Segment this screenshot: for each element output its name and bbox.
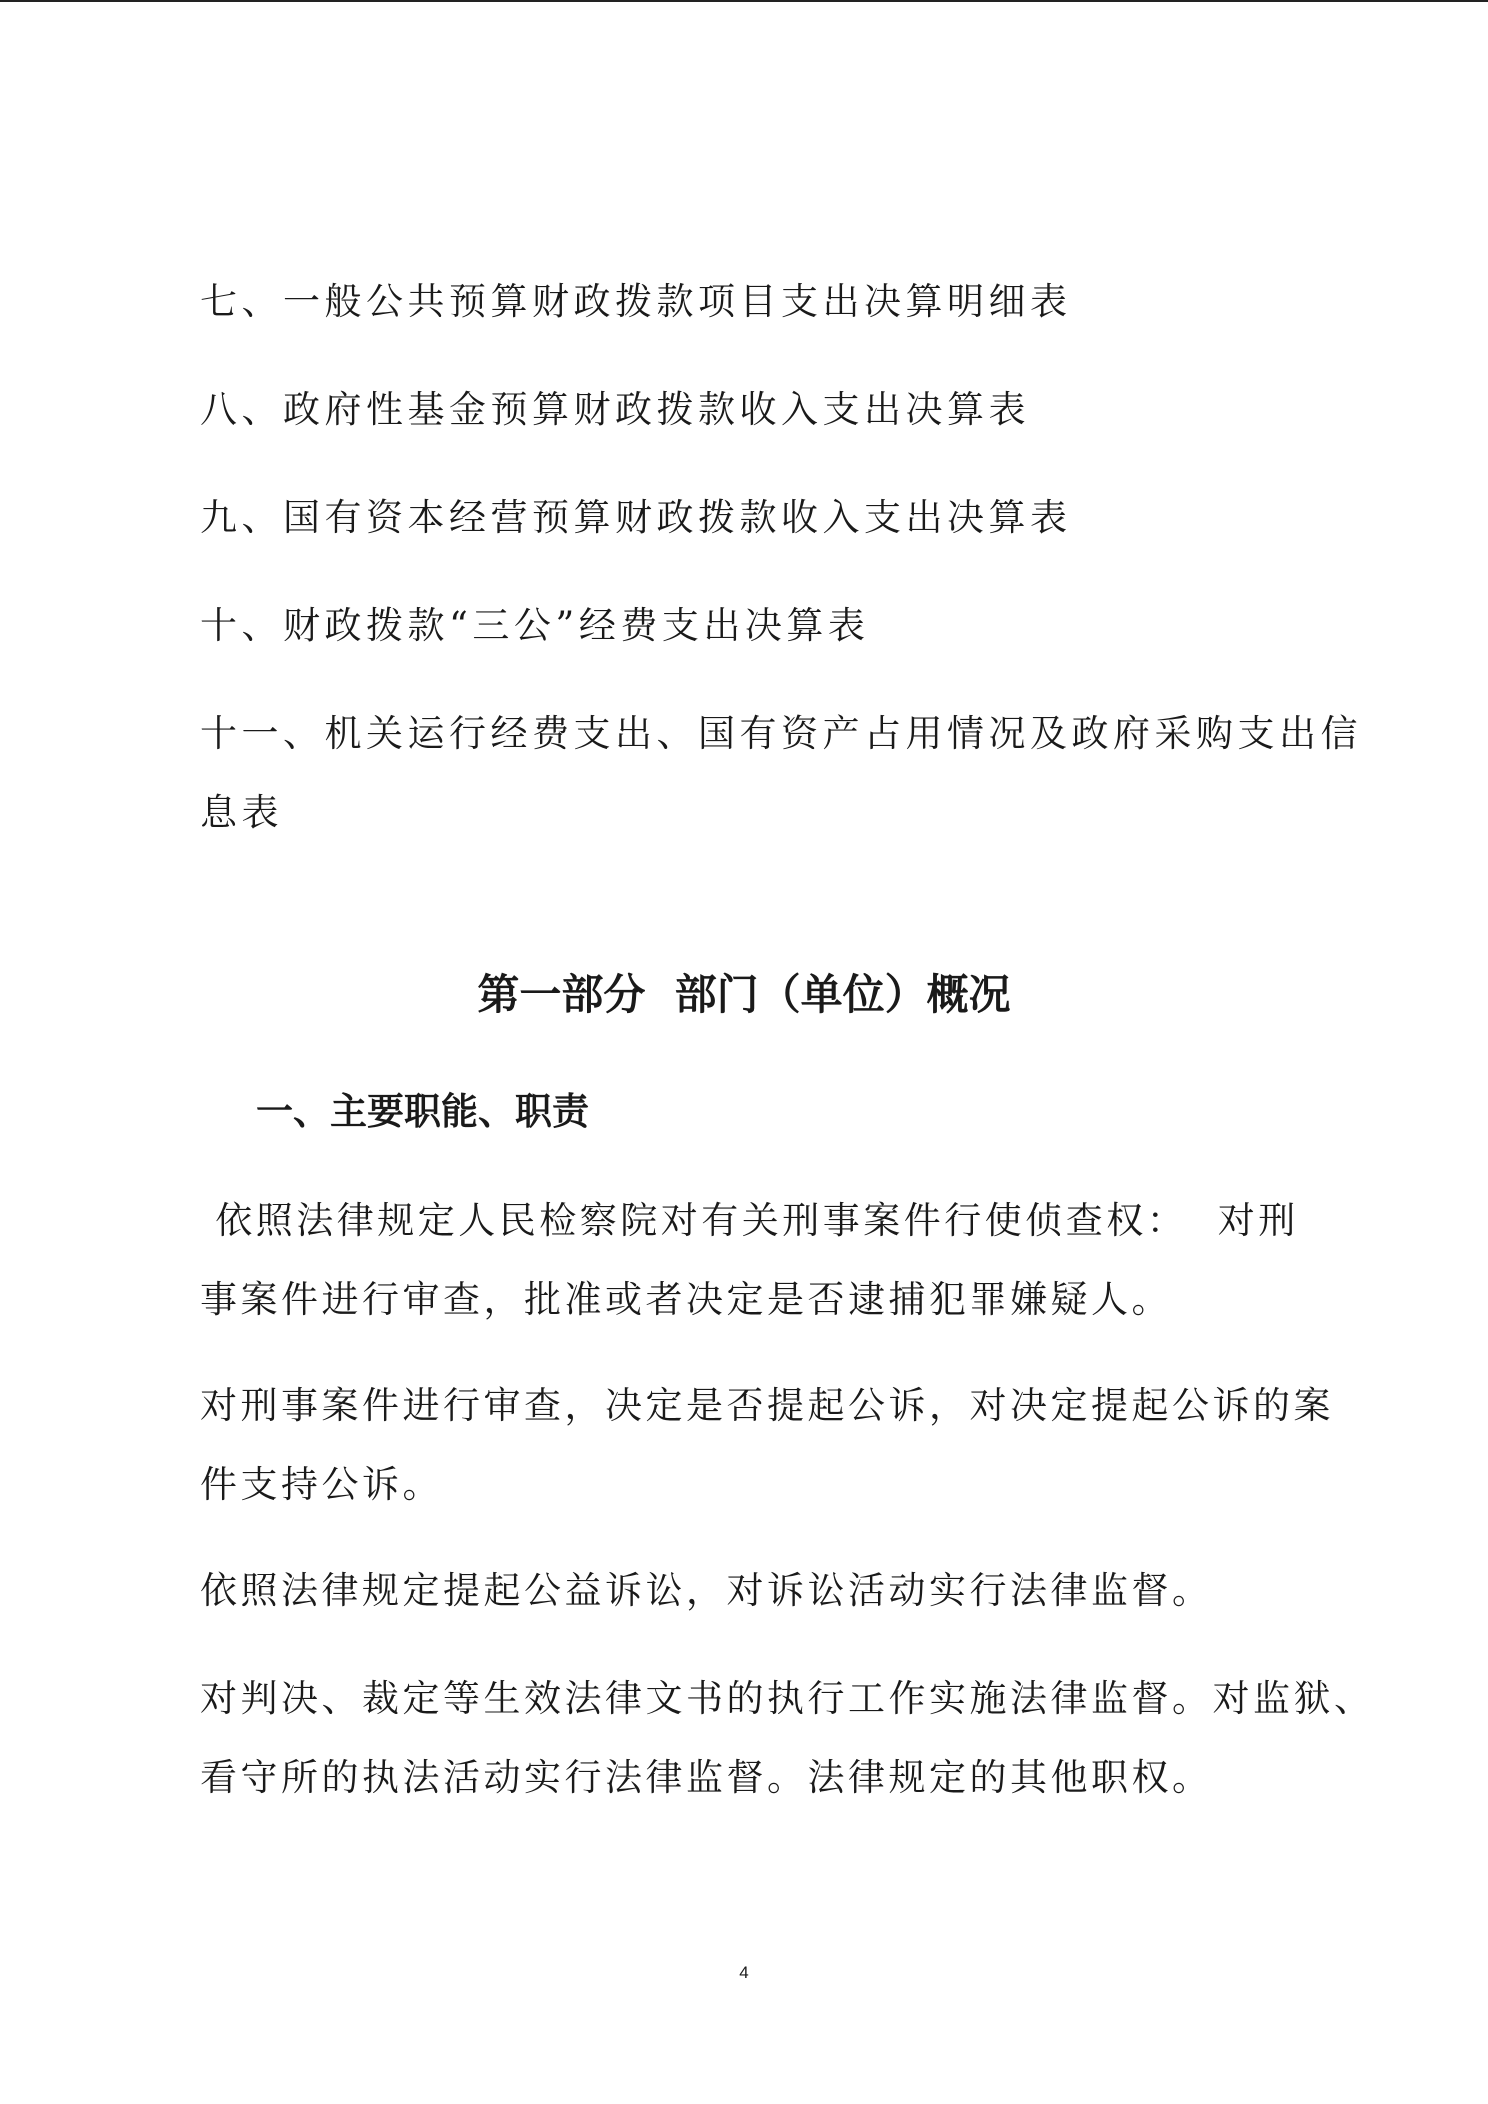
toc-item-8: 八、政府性基金预算财政拨款收入支出决算表 <box>200 388 1030 431</box>
paragraph-2-line-1: 对刑事案件进行审查，决定是否提起公诉，对决定提起公诉的案 <box>200 1384 1334 1427</box>
paragraph-3-line-1: 依照法律规定提起公益诉讼，对诉讼活动实行法律监督。 <box>200 1569 1213 1612</box>
page-top-border <box>0 0 1488 2</box>
page-number: 4 <box>739 1963 749 1982</box>
paragraph-2-line-2: 件支持公诉。 <box>200 1463 443 1506</box>
paragraph-4-line-2: 看守所的执法活动实行法律监督。法律规定的其他职权。 <box>200 1756 1213 1799</box>
toc-item-9: 九、国有资本经营预算财政拨款收入支出决算表 <box>200 496 1072 539</box>
part-title: 第一部分 部门（单位）概况 <box>477 970 1011 1019</box>
paragraph-1-line-2: 事案件进行审查，批准或者决定是否逮捕犯罪嫌疑人。 <box>200 1278 1172 1321</box>
toc-item-11-line-1: 十一、机关运行经费支出、国有资产占用情况及政府采购支出信 <box>200 712 1362 755</box>
toc-item-7: 七、一般公共预算财政拨款项目支出决算明细表 <box>200 280 1072 323</box>
toc-item-10: 十、财政拨款“三公”经费支出决算表 <box>200 604 870 647</box>
section-heading: 一、主要职能、职责 <box>256 1090 589 1133</box>
paragraph-1-line-1: 依照法律规定人民检察院对有关刑事案件行使侦查权： 对刑 <box>200 1199 1299 1242</box>
toc-item-11-line-2: 息表 <box>200 791 283 834</box>
paragraph-4-line-1: 对判决、裁定等生效法律文书的执行工作实施法律监督。对监狱、 <box>200 1677 1375 1720</box>
